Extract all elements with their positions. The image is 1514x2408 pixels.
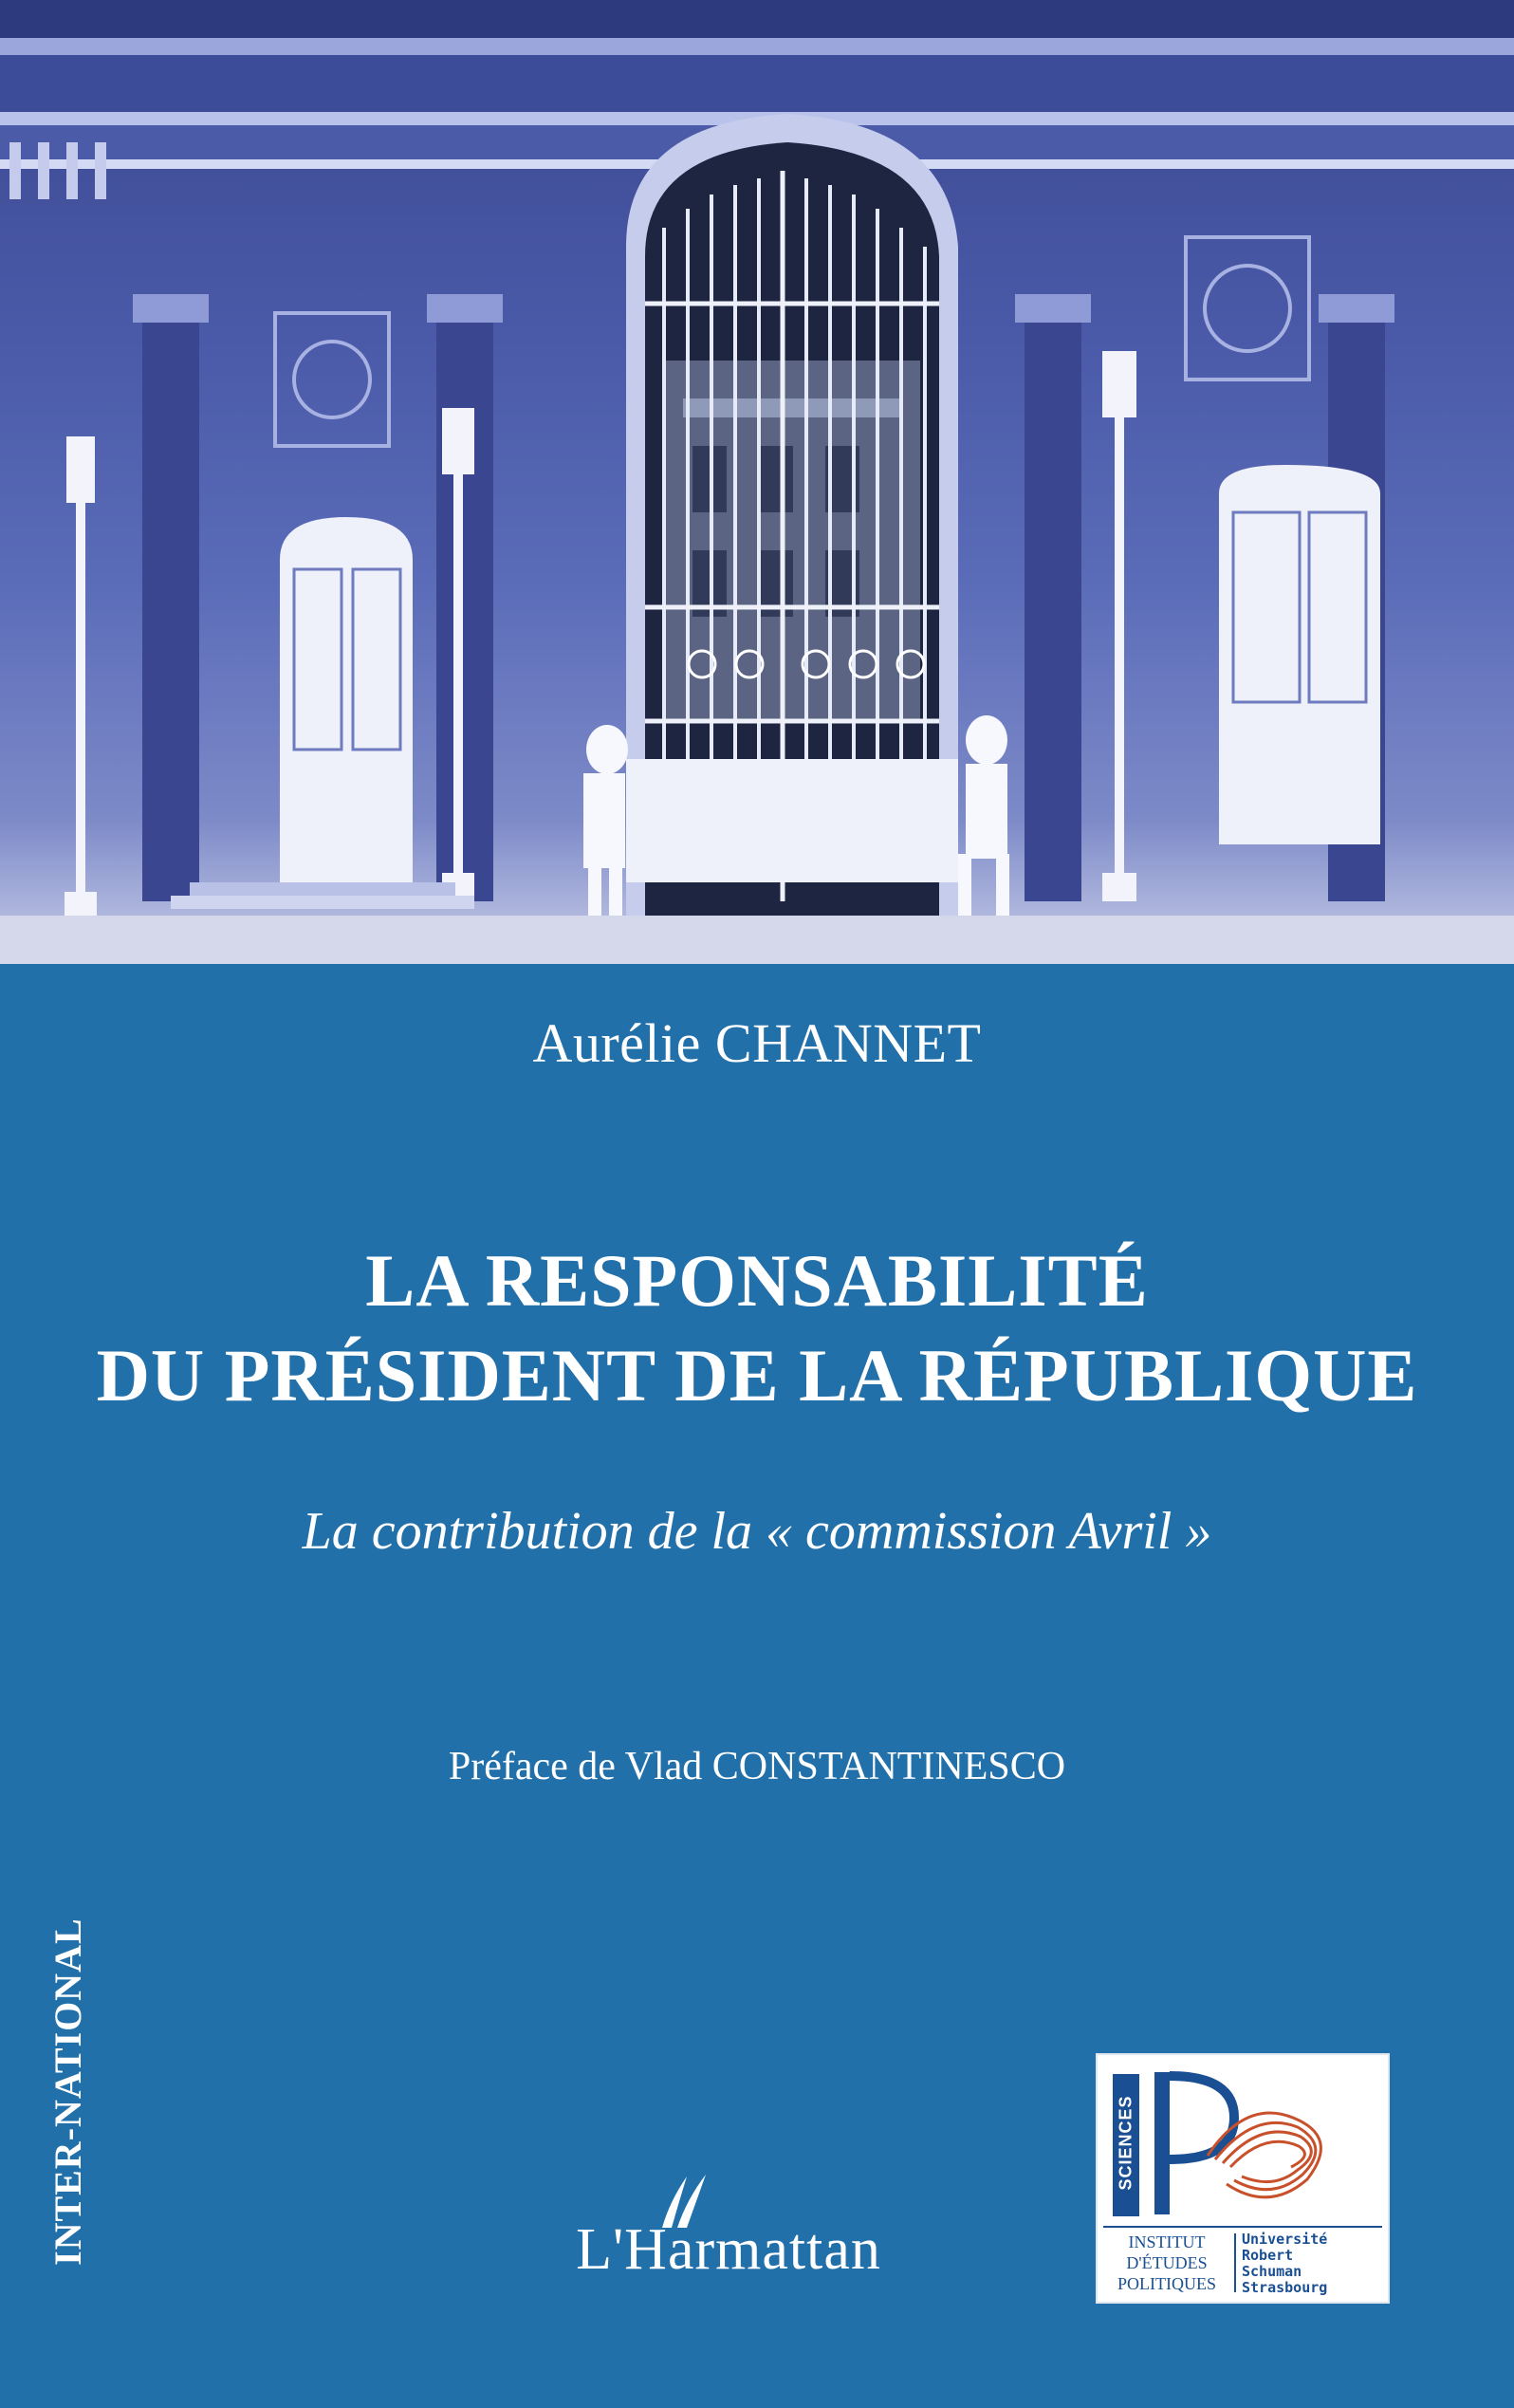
publisher-logo (520, 2173, 937, 2282)
university-line: Université (1242, 2231, 1328, 2248)
institute-logo (1096, 2053, 1390, 2304)
publisher-name: L'Harmattan (576, 2217, 881, 2282)
sciences-label: SCIENCES (1116, 2095, 1136, 2191)
university-line: Schuman (1242, 2263, 1302, 2280)
book-title (0, 1233, 1514, 1423)
preface-credit: Préface de Vlad CONSTANTINESCO (448, 1745, 1066, 1788)
logo-footer (1103, 2226, 1382, 2298)
title-line-2: DU PRÉSIDENT DE LA RÉPUBLIQUE (96, 1334, 1418, 1417)
university-line: Strasbourg (1242, 2279, 1328, 2296)
author-name: Aurélie CHANNET (532, 1012, 982, 1074)
title-line-1: LA RESPONSABILITÉ (365, 1239, 1149, 1322)
cover-photo (0, 0, 1514, 964)
university-name (1242, 2232, 1380, 2296)
university-line: Robert (1242, 2247, 1294, 2264)
logo-divider (1234, 2233, 1236, 2292)
institute-name (1103, 2232, 1230, 2294)
institute-line: INSTITUT (1128, 2232, 1206, 2251)
book-subtitle: La contribution de la « commission Avril » (302, 1502, 1212, 1561)
sciences-po-emblem (1103, 2061, 1380, 2220)
series-name: INTER-NATIONAL (46, 1917, 89, 2266)
institute-line: D'ÉTUDES (1126, 2253, 1208, 2272)
p-monogram-icon (1103, 2061, 1380, 2220)
institute-line: POLITIQUES (1117, 2274, 1216, 2293)
